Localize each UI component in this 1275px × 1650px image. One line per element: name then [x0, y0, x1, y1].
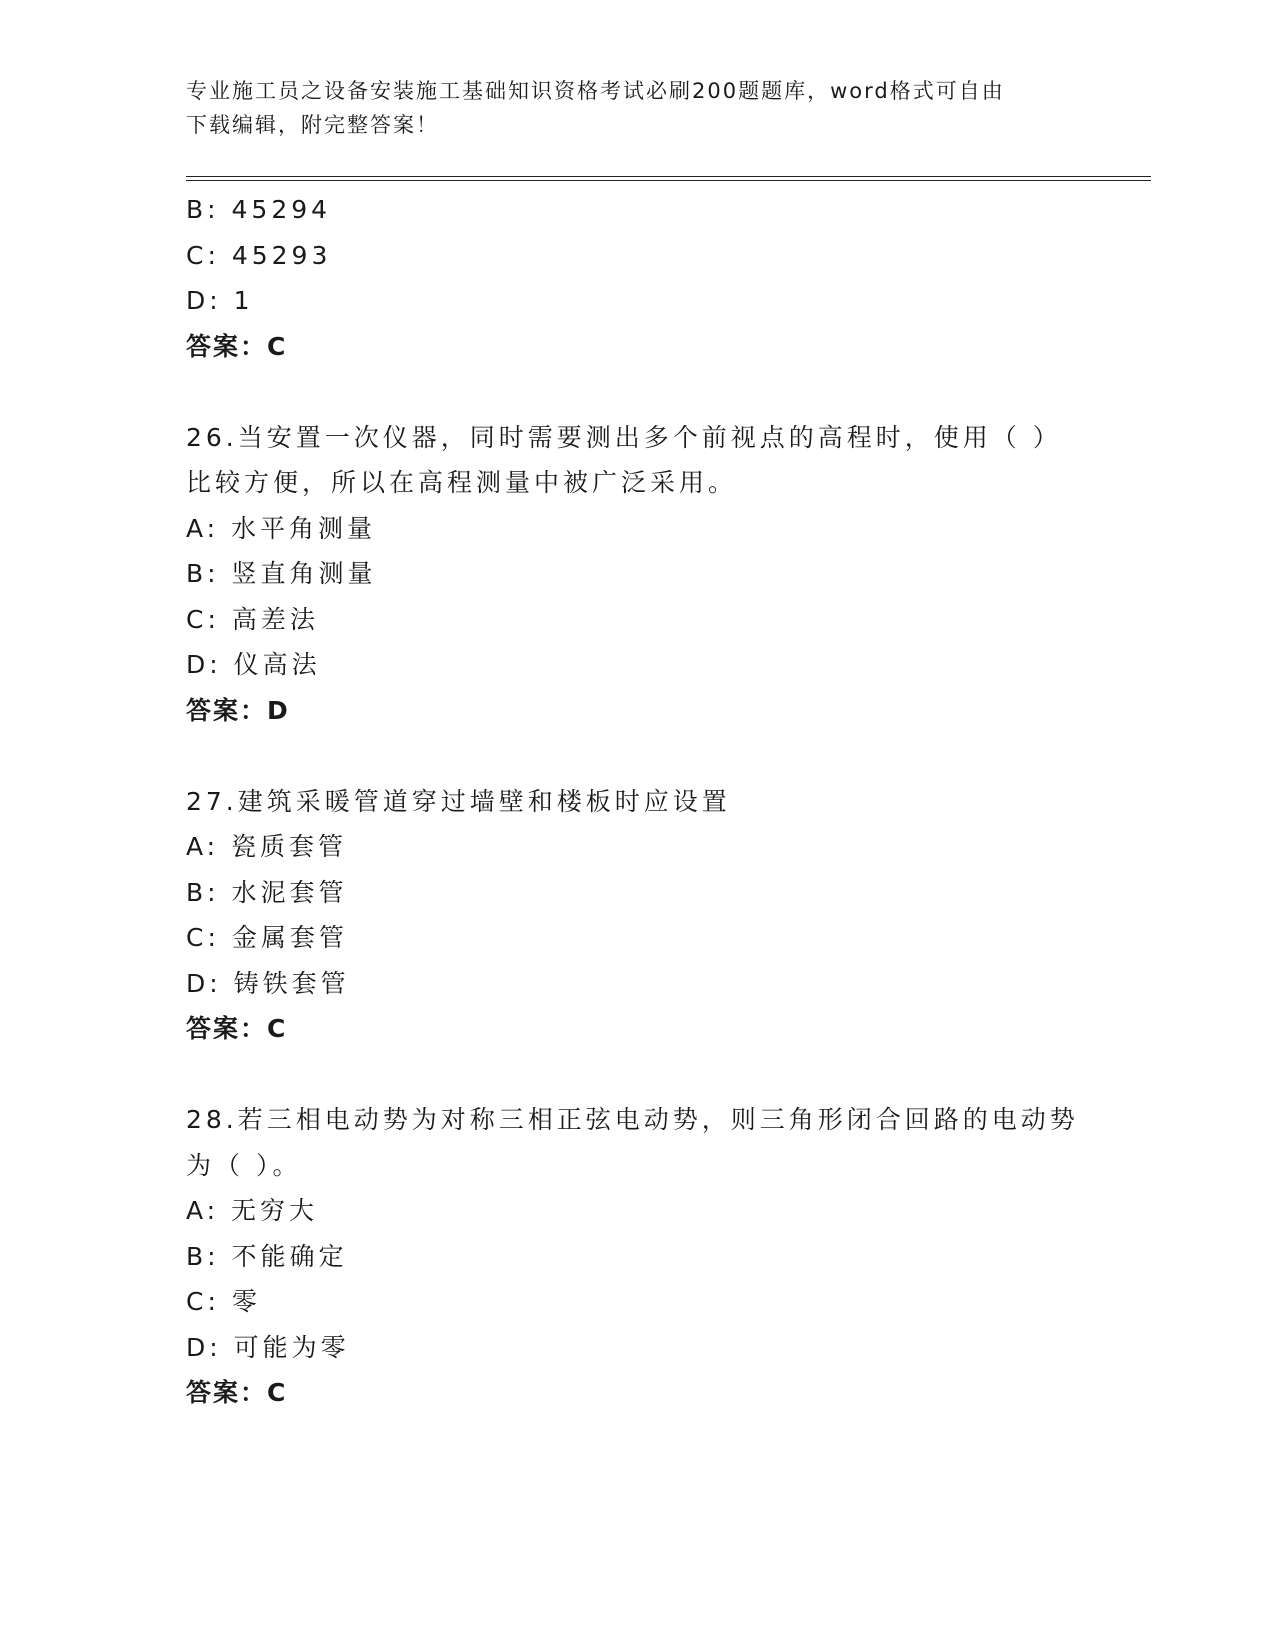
spacer	[186, 733, 1086, 779]
answer-line: 答案：C	[186, 1378, 288, 1407]
option-c: C: 金属套管	[186, 923, 348, 952]
page-header	[186, 74, 1086, 142]
answer-line: 答案：C	[186, 1014, 288, 1043]
option-b: B: 45294	[186, 195, 332, 224]
option-d: D: 铸铁套管	[186, 968, 350, 998]
question-27	[186, 779, 1086, 1052]
answer-line: 答案：C	[186, 331, 288, 361]
question-26	[186, 415, 1086, 734]
header-line-2: 下载编辑，附完整答案！	[186, 113, 439, 137]
option-c: C: 45293	[186, 240, 332, 270]
option-a: A: 无穷大	[186, 1196, 319, 1225]
header-divider	[186, 176, 1151, 181]
answer-line: 答案：D	[186, 695, 290, 725]
option-d: D: 仪高法	[186, 650, 321, 679]
question-25-tail	[186, 187, 1086, 369]
option-b: B: 不能确定	[186, 1241, 348, 1271]
option-a: A: 瓷质套管	[186, 832, 348, 861]
question-stem: 27.建筑采暖管道穿过墙壁和楼板时应设置	[186, 786, 731, 816]
option-c: C: 零	[186, 1287, 261, 1316]
option-b: B: 水泥套管	[186, 877, 348, 907]
question-stem: 为（ ）。	[186, 1150, 302, 1180]
question-stem: 28.若三相电动势为对称三相正弦电动势，则三角形闭合回路的电动势	[186, 1105, 1079, 1134]
question-28	[186, 1097, 1086, 1416]
option-c: C: 高差法	[186, 604, 319, 634]
option-b: B: 竖直角测量	[186, 559, 377, 588]
question-stem: 26.当安置一次仪器，同时需要测出多个前视点的高程时，使用（ ）	[186, 422, 1062, 452]
question-list	[186, 187, 1086, 1416]
spacer	[186, 1052, 1086, 1098]
header-line-1: 专业施工员之设备安装施工基础知识资格考试必刷200题题库，word格式可自由	[186, 79, 1005, 103]
spacer	[186, 369, 1086, 415]
option-d: D: 可能为零	[186, 1332, 350, 1362]
question-stem: 比较方便，所以在高程测量中被广泛采用。	[186, 468, 738, 497]
option-d: D: 1	[186, 286, 254, 315]
option-a: A: 水平角测量	[186, 513, 377, 543]
